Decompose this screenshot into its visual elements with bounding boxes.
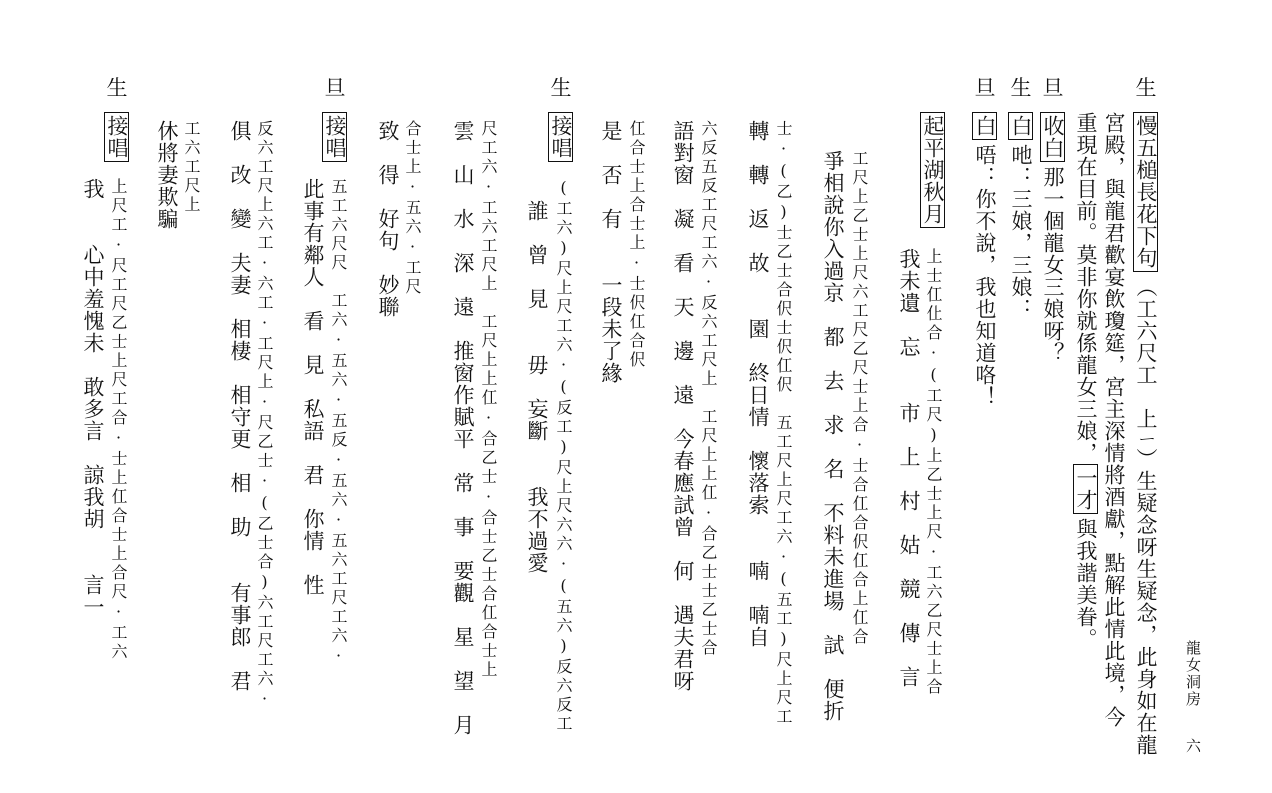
lyric-column: 是 否 有 一段未了緣	[599, 120, 623, 384]
lyric-column: 雲 山 水 深 遠 推窗作賦平 常 事 要觀 星 望 月	[451, 120, 475, 736]
sing-label: 接唱	[548, 112, 573, 162]
lyric-column: 爭相說你入過京 都 去 求 名 不料未進場 試 便折	[821, 150, 845, 722]
lyric-column: 此事有鄰人 看 見 私語 君 你情 性	[301, 178, 325, 596]
role-label: 旦	[1042, 76, 1064, 100]
lyric-column: 俱 改 變 夫妻 相棲 相守更 相 助 有事郎 君	[228, 120, 252, 692]
notation-column: 士·(乙)士乙士合伬士伬仜伬 五工尺上尺工六·(五工)尺上尺工	[774, 120, 793, 727]
sing-label: 接唱	[322, 112, 347, 162]
lyric-column: 休將妻欺騙	[155, 120, 179, 230]
tune-title	[322, 112, 347, 166]
speech-label: 白	[1008, 112, 1033, 140]
tune-title	[104, 112, 129, 166]
beat-label: 一才	[1073, 464, 1098, 514]
speech-label: 白	[972, 112, 997, 140]
lyric-column: 誰 曾 見 毋 妄斷 我不過愛	[525, 200, 549, 574]
role-label: 生	[550, 76, 572, 100]
notation-column: 上士仜仩合·(工尺)上乙士上尺·工六乙尺士上合	[924, 248, 943, 697]
notation-column: 仜合士上合士上·士伬仜合伬	[627, 120, 646, 370]
tune-label: 起平湖秋月	[920, 112, 945, 228]
sing-label: 接唱	[104, 112, 129, 162]
tune-label: 慢五槌長花下句	[1133, 112, 1158, 272]
role-label: 生	[1010, 76, 1032, 100]
tune-title	[920, 112, 945, 232]
notation-column: 反六工尺上六工·六工·工尺上·尺乙士·(乙士合)六工尺工六·	[255, 120, 274, 711]
lyric-column: 宮殿，與龍君歡宴飲瓊筵，宮主深情將酒獻，點解此情此境，今	[1102, 112, 1126, 728]
lyric-column: 白吔：三娘，三娘：	[1008, 112, 1033, 320]
tune-title	[548, 112, 573, 166]
lyric-column: 轉 轉 返 故 園 終日情 懷落索 喃 喃自	[746, 120, 770, 648]
notation-column: 合士上·五六·工尺	[403, 120, 422, 297]
role-label: 旦	[974, 76, 996, 100]
notation-column: (工六)尺上尺工六·(反工)尺上尺六六·(五六)反六反工	[554, 178, 573, 734]
notation-column: 工六工尺上	[182, 120, 201, 215]
lyric-column: 我未遺 忘 市 上 村 姑 競 傳 言	[897, 248, 921, 688]
lyric-column: 語對窗 凝 看 天 邊 遠 今春應試曾 何 遇夫君呀	[671, 120, 695, 692]
page-number: 六	[1184, 738, 1202, 755]
notation-column: 五工六尺尺 工六·五六·五反·五六·五六工尺工六·	[329, 178, 348, 668]
lyric-column: 致 得 好句 妙聯	[376, 120, 400, 318]
lyric-column: 慢五槌長花下句（工六尺工 上ㄧ）生疑念呀生疑念，此身如在龍	[1133, 112, 1158, 756]
lyric-column: 重現在目前。莫非你就係龍女三娘，一才與我諧美眷。	[1074, 112, 1098, 650]
role-label: 生	[1135, 76, 1157, 100]
lyric-column: 我 心中羞愧未 敢多言 諒我胡 言一	[81, 178, 105, 618]
speech-label: 收白	[1040, 112, 1065, 162]
page-header-title: 龍女洞房	[1184, 640, 1202, 708]
notation-column: 工尺上乙士上尺六工尺乙尺士上合·士合仜合伬仜合上仜合	[850, 150, 869, 647]
lyric-column: 白唔：你不說，我也知道咯！	[972, 112, 997, 408]
notation-column: 六反五反工尺工六·反六工尺上 工尺上上仜·合乙士士乙士合	[699, 120, 718, 658]
notation-column: 尺工六·工六工尺上 工尺上上仜·合乙士·合士乙士合仜合士上	[479, 120, 498, 680]
role-label: 旦	[324, 76, 346, 100]
lyric-column: 收白那一個龍女三娘呀？	[1040, 112, 1065, 364]
role-label: 生	[106, 76, 128, 100]
notation-column: 上尺工·尺工尺乙士上尺工合·士上仜合士上合尺·工六	[109, 178, 128, 662]
